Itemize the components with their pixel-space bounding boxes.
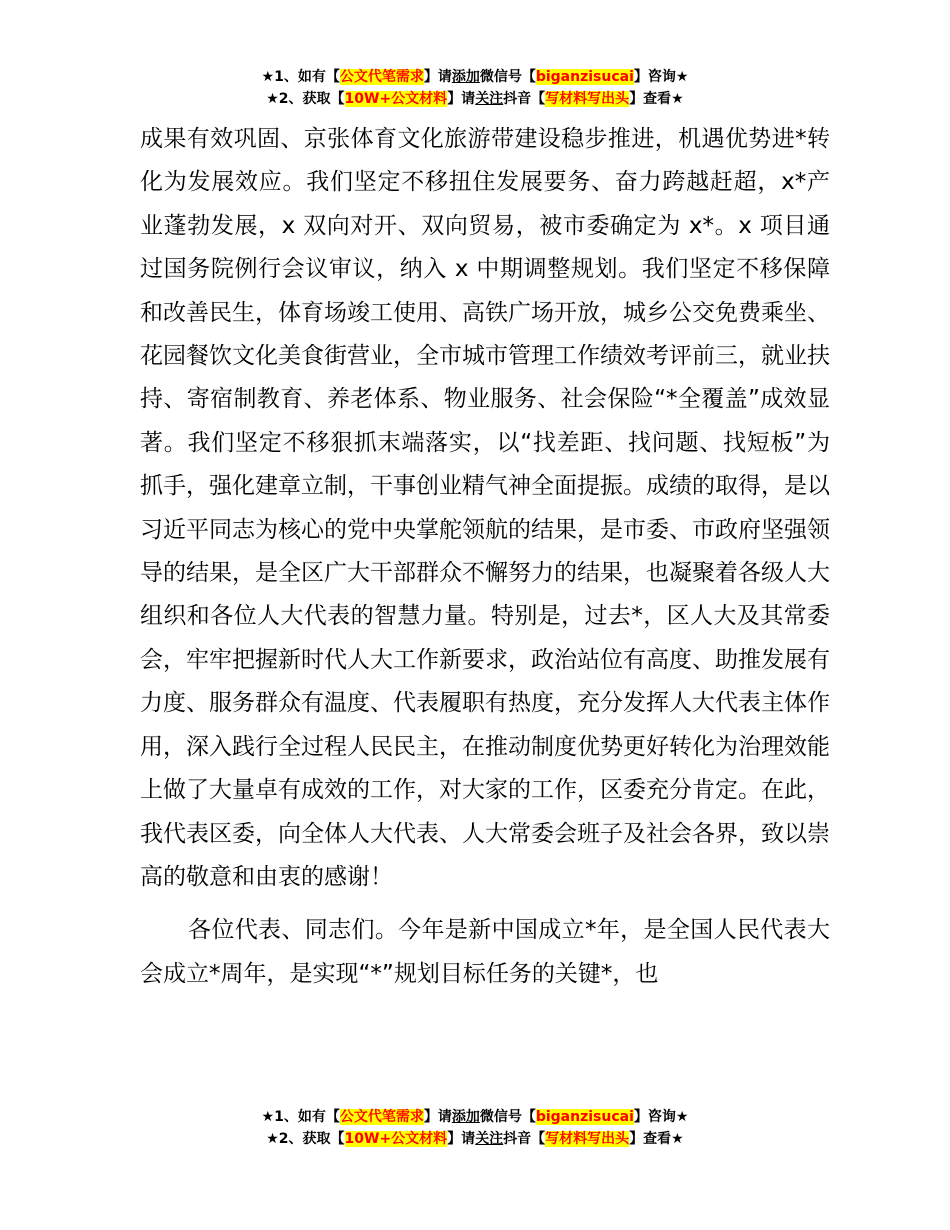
banner-text: 抖音【 [503,91,546,107]
banner-highlight: biganzisucai [535,1109,634,1125]
banner-text: 微信号【 [479,69,536,85]
banner-text: ★1、如有【 [261,1109,340,1125]
document-body [140,118,830,996]
banner-highlight: 写材料写出头 [545,1131,630,1147]
banner-highlight: biganzisucai [535,69,634,85]
banner-underlined: 添加 [451,1109,480,1125]
body-paragraph-1: 成果有效巩固、京张体育文化旅游带建设稳步推进，机遇优势进*转化为发展效应。我们坚定不移扭住发展要务、奋力跨越赶超，x*产业蓬勃发展，x 双向对开、双向贸易，被市委确定为 x*。x 项目通过国务院例行会议审议，纳入 x 中期调整规划。我们坚定不移保障和改善民生，体育场竣工使用、高铁广场开放，城乡公交免费乘坐、花园餐饮文化美食街营业，全市城市管理工作绩效考评前三，就业扶持、寄宿制教育、养老体系、物业服务、社会保险“*全覆盖”成效显著。我们坚定不移狠抓末端落实，以“找差距、找问题、找短板”为抓手，强化建章立制，干事创业精气神全面提振。成绩的取得，是以习近平同志为核心的党中央掌舵领航的结果，是市委、市政府坚强领导的结果，是全区广大干部群众不懈努力的结果，也凝聚着各级人大组织和各位人大代表的智慧力量。特别是，过去*，区人大及其常委会，牢牢把握新时代人大工作新要求，政治站位有高度、助推发展有力度、服务群众有温度、代表履职有热度，充分发挥人大代表主体作用，深入践行全过程人民民主，在推动制度优势更好转化为治理效能上做了大量卓有成效的工作，对大家的工作，区委充分肯定。在此，我代表区委，向全体人大代表、人大常委会班子及社会各界，致以崇高的敬意和由衷的感谢！ [140,126,830,890]
banner-text: 】咨询★ [633,1109,689,1125]
banner-highlight: 10W+公文材料 [344,1131,448,1147]
banner-text: 】查看★ [629,1131,684,1147]
banner-highlight: 10W+公文材料 [344,91,448,107]
banner-highlight: 公文代笔需求 [339,69,424,85]
banner-text: 】请 [423,1109,452,1125]
banner-underlined: 关注 [475,1131,504,1147]
banner-underlined: 关注 [475,91,504,107]
banner-line-2 [0,88,950,110]
banner-line-2 [0,1128,950,1150]
banner-highlight: 公文代笔需求 [339,1109,424,1125]
banner-line-1 [0,66,950,88]
body-paragraph-2: 各位代表、同志们。今年是新中国成立*年，是全国人民代表大会成立*周年，是实现“*”规划目标任务的关键*，也 [140,917,830,987]
banner-text: 】查看★ [629,91,684,107]
banner-highlight: 写材料写出头 [545,91,630,107]
banner-underlined: 添加 [451,69,480,85]
banner-text: ★1、如有【 [261,69,340,85]
banner-text: 微信号【 [479,1109,536,1125]
banner-text: ★2、获取【 [266,1131,345,1147]
banner-text: 抖音【 [503,1131,546,1147]
banner-text: 】咨询★ [633,69,689,85]
footer-banner [0,1106,950,1150]
banner-line-1 [0,1106,950,1128]
banner-text: ★2、获取【 [266,91,345,107]
header-banner [0,66,950,110]
banner-text: 】请 [447,1131,476,1147]
banner-text: 】请 [447,91,476,107]
banner-text: 】请 [423,69,452,85]
